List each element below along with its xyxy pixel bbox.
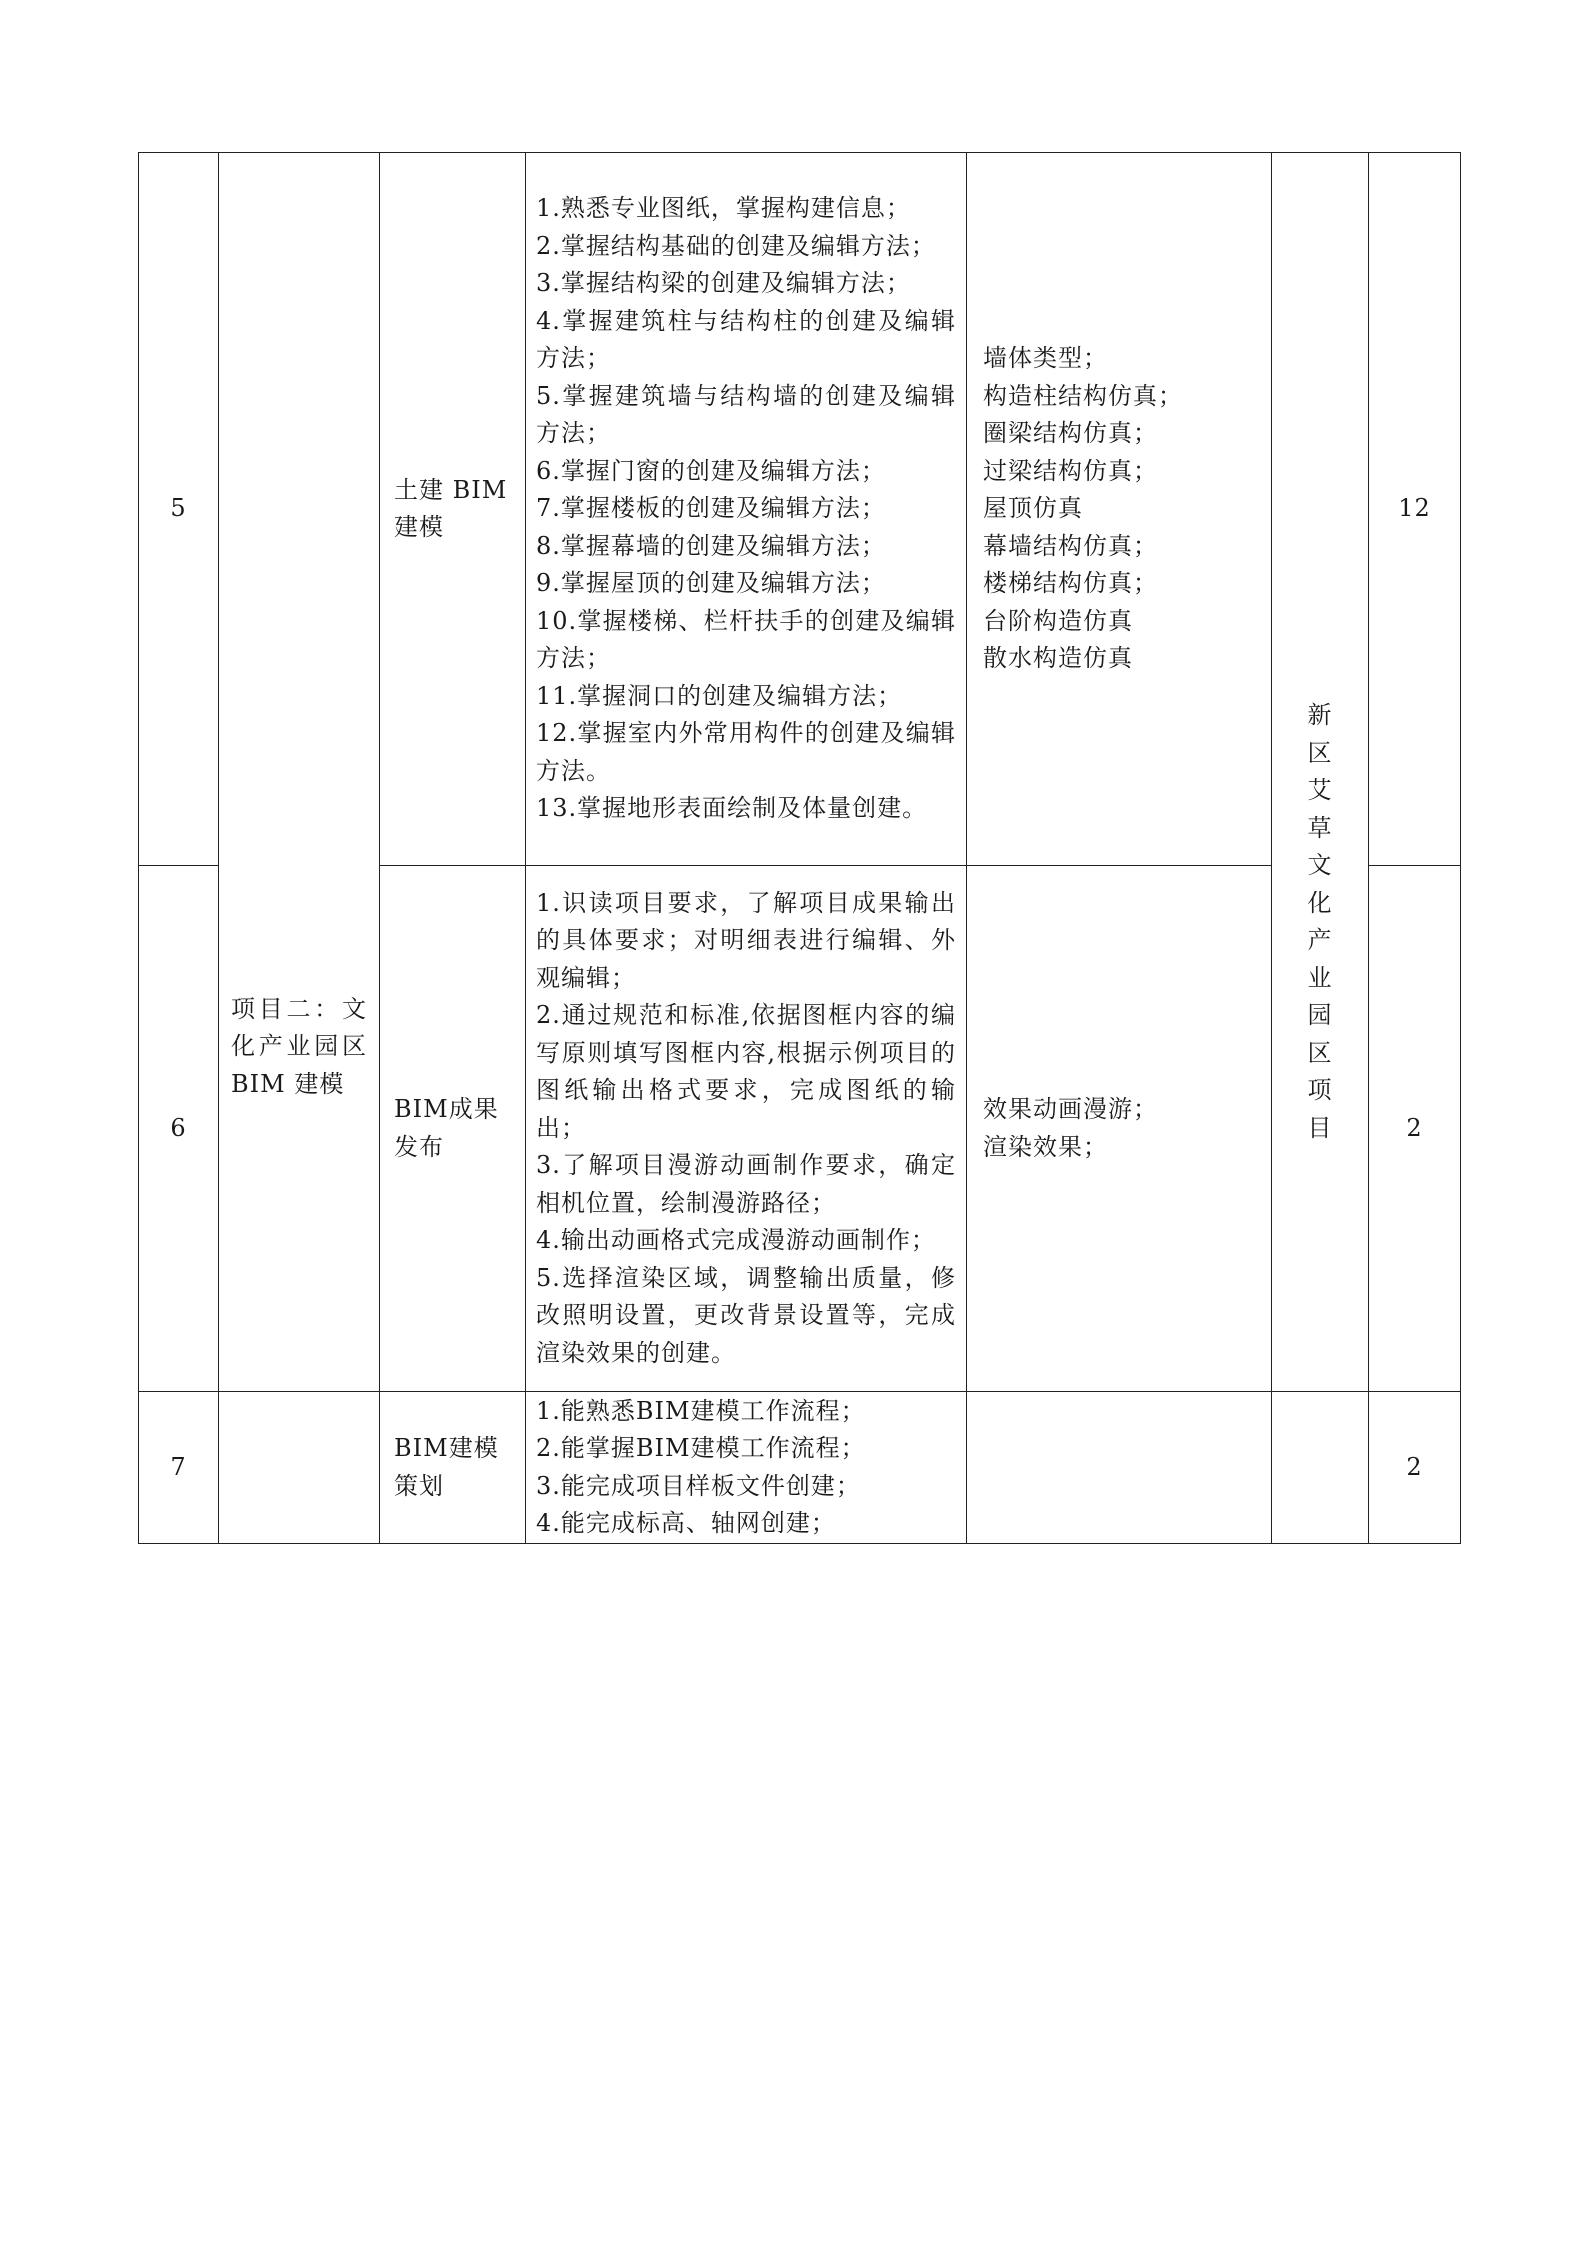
row-number: 6 (139, 866, 219, 1392)
case-name-text: 新区艾草文化产业园区项目 (1307, 701, 1333, 1142)
list-item: 2.掌握结构基础的创建及编辑方法； (536, 231, 936, 260)
list-item: 8.掌握幕墙的创建及编辑方法； (536, 531, 886, 560)
list-item: 屋顶仿真 (983, 494, 1083, 523)
list-item: 圈梁结构仿真； (983, 419, 1158, 448)
list-item: 13.掌握地形表面绘制及体量创建。 (536, 794, 928, 823)
list-item: 1.能熟悉BIM建模工作流程； (536, 1396, 866, 1425)
list-item: 楼梯结构仿真； (983, 569, 1158, 598)
task-list (526, 153, 967, 866)
table-row (139, 1392, 1461, 1544)
list-item: 3.掌握结构梁的创建及编辑方法； (536, 269, 911, 298)
list-item: 5.掌握建筑墙与结构墙的创建及编辑方法； (536, 381, 956, 448)
list-item: 1.识读项目要求，了解项目成果输出的具体要求；对明细表进行编辑、外观编辑； (536, 888, 956, 992)
list-item: 渲染效果； (983, 1132, 1108, 1161)
list-item: 台阶构造仿真 (983, 606, 1133, 635)
list-item: 过梁结构仿真； (983, 456, 1158, 485)
list-item: 2.能掌握BIM建模工作流程； (536, 1434, 866, 1462)
list-item: 散水构造仿真 (983, 644, 1133, 673)
list-item: 7.掌握楼板的创建及编辑方法； (536, 494, 886, 523)
table-row (139, 153, 1461, 866)
task-list (526, 1392, 967, 1544)
list-item: 4.输出动画格式完成漫游动画制作； (536, 1226, 936, 1255)
list-item: 幕墙结构仿真； (983, 531, 1158, 560)
list-item: 10.掌握楼梯、栏杆扶手的创建及编辑方法； (536, 606, 956, 673)
class-hours: 2 (1369, 866, 1461, 1392)
module-name: 土建 BIM 建模 (380, 153, 526, 866)
row-number: 5 (139, 153, 219, 866)
list-item: 3.能完成项目样板文件创建； (536, 1471, 861, 1500)
simulation-list-empty (967, 1392, 1272, 1544)
list-item: 4.能完成标高、轴网创建； (536, 1509, 836, 1537)
project-name (219, 153, 380, 1392)
simulation-list (967, 866, 1272, 1392)
project-name-text: 项目二：文化产业园区 BIM 建模 (231, 994, 367, 1098)
case-name-empty (1272, 1392, 1369, 1544)
list-item: 2.通过规范和标准,依据图框内容的编写原则填写图框内容,根据示例项目的图纸输出格式要求，完成图纸的输出； (536, 1001, 956, 1142)
module-name: BIM建模策划 (380, 1392, 526, 1544)
list-item: 5.选择渲染区域，调整输出质量，修改照明设置，更改背景设置等，完成渲染效果的创建。 (536, 1263, 956, 1367)
curriculum-table (138, 152, 1461, 1544)
simulation-list (967, 153, 1272, 866)
list-item: 效果动画漫游； (983, 1095, 1158, 1123)
project-name-empty (219, 1392, 380, 1544)
row-number: 7 (139, 1392, 219, 1544)
class-hours: 2 (1369, 1392, 1461, 1544)
list-item: 墙体类型； (983, 344, 1108, 373)
list-item: 4.掌握建筑柱与结构柱的创建及编辑方法； (536, 306, 956, 373)
list-item: 12.掌握室内外常用构件的创建及编辑方法。 (536, 719, 956, 785)
class-hours: 12 (1369, 153, 1461, 866)
list-item: 构造柱结构仿真； (983, 381, 1183, 410)
case-name (1272, 153, 1369, 1392)
list-item: 1.熟悉专业图纸，掌握构建信息； (536, 194, 911, 223)
list-item: 3.了解项目漫游动画制作要求，确定相机位置，绘制漫游路径； (536, 1151, 956, 1217)
list-item: 6.掌握门窗的创建及编辑方法； (536, 456, 886, 485)
list-item: 9.掌握屋顶的创建及编辑方法； (536, 569, 886, 598)
list-item: 11.掌握洞口的创建及编辑方法； (536, 681, 903, 710)
module-name: BIM成果发布 (380, 866, 526, 1392)
task-list (526, 866, 967, 1392)
